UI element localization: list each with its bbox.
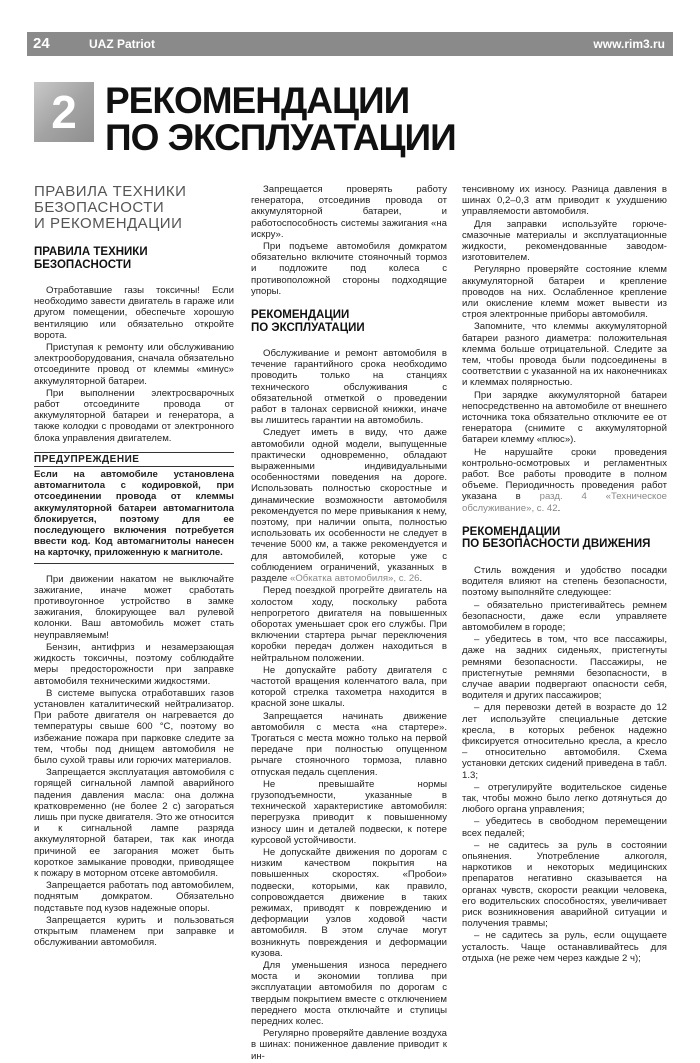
subsection-title (34, 246, 234, 271)
page-header (27, 32, 673, 56)
paragraph: При зарядке аккумуляторной батареи непосредственно на автомобиле от внешнего источника тока обязательно отключите ее от генератора (снимите с аккумуляторной батареи клемму «плюс»). (462, 389, 667, 446)
paragraph: – обязательно пристегивайтесь ремнем безопасности, даже если управляете автомобилем в городе; (462, 599, 667, 633)
paragraph: Запрещается проверять работу генератора, отсоединив провода от аккумуляторной батареи, и работоспособность системы зажигания «на искру». (251, 184, 447, 240)
paragraph: Запрещается работать под автомобилем, поднятым домкратом. Обязательно подставьте под кузов надежные опоры. (34, 880, 234, 914)
subsection-title-line: БЕЗОПАСНОСТИ (34, 258, 132, 271)
paragraph: – для перевозки детей в возрасте до 12 лет используйте специальные детские кресла, в которых ребенок надежно фиксируется относительно кресла, а кресло – относительно автомобиля. Схема установки детских сидений приведена в табл. 1.3; (462, 702, 667, 781)
paragraph: Не допускайте работу двигателя с частотой вращения коленчатого вала, при которой стрелка тахометра находится в красной зоне шкалы. (251, 664, 447, 710)
paragraph-text: Следует иметь в виду, что даже автомобили одной модели, выпущенные практически одновременно, обладают выраженными индивидуальными особенностями поведения на дороге. Использовать полностью скоростные и динамические возможности автомобиля рекомендуется по мере привыкания к нему, поэтому, при наличии опыта, полностью использовать их особенности не следует в течение 5000 км, а также рекомендуется и для автомобилей, которые уже (251, 427, 447, 562)
paragraph-text: Не нарушайте сроки проведения контрольно-осмотровых и регламентных работ. Все работы проводите в полном объеме. Периодичность проведения работ указана в (462, 446, 667, 503)
chapter-number: 2 (51, 86, 77, 138)
paragraph: Запрещается эксплуатация автомобиля с горящей сигнальной лампой аварийного падения давления масла: она должна кратковременно (не более 2 с) загораться лишь при пуске двигателя. Это же относится и к сигнальной лампе разряда аккумуляторной батареи, так как иногда причиной ее загорания может быть короткое замыкание проводки, приводящее к пожару в моторном отсеке автомобиля. (34, 767, 234, 879)
paragraph: При движении накатом не выключайте зажигание, иначе может сработать противоугонное устройство в замке зажигания, блокирующее вал рулевой колонки. Ваш автомобиль может стать неуправляемым! (34, 573, 234, 641)
paragraph: Для уменьшения износа переднего моста и экономии топлива при эксплуатации автомобиля по дорогам с твердым покрытием вместе с отключением переднего моста отключайте и ступицы передних колес. (251, 960, 447, 1028)
paragraph: Регулярно проверяйте давление воздуха в шинах: пониженное давление приводит к ин- (251, 1028, 447, 1062)
column-1 (34, 184, 234, 949)
chapter-title-line-2: ПО ЭКСПЛУАТАЦИИ (105, 117, 456, 158)
paragraph: Перед поездкой прогрейте двигатель на холостом ходу, поскольку работа непрогретого двигателя на повышенных оборотах уменьшает срок его службы. При включении стартера рычаг переключения коробки передач должен находиться в нейтральном положении. (251, 585, 447, 664)
paragraph: Не превышайте нормы грузоподъемности, указанные в технической характеристике автомобиля: перегрузка приводит к повышенному износу шин и деталей подвески, к потере курсовой устойчивости. (251, 778, 447, 846)
paragraph: Запомните, что клеммы аккумуляторной батареи разного диаметра: положительная клемма больше отрицательной. Следите за тем, чтобы провода были подсоединены в соответствии с указанной на их наконечниках и клеммах полярностью. (462, 321, 667, 389)
paragraph: – убедитесь в свободном перемещении всех педалей; (462, 816, 667, 839)
paragraph: Не нарушайте сроки проведения контрольно-осмотровых и регламентных работ. Все работы проводите в полном объеме. Периодичность проведения работ указана в разд. 4 «Техническое обслуживание», с. 42. (462, 446, 667, 514)
paragraph: Стиль вождения и удобство посадки водителя влияют на степень безопасности, поэтому выполняйте следующее: (462, 564, 667, 599)
paragraph: При подъеме автомобиля домкратом обязательно включите стояночный тормоз и подложите под колеса с противоположной стороны подходящие упоры. (251, 241, 447, 297)
paragraph: – убедитесь в том, что все пассажиры, даже на задних сиденьях, пристегнуты ремнями безопасности. Пассажиры, не пристегнутые ремнями безопасности, в случае аварии подвергают опасности себя, водителя и других пассажиров; (462, 634, 667, 702)
warning-title: ПРЕДУПРЕЖДЕНИЕ (34, 452, 234, 467)
section-title-line: И РЕКОМЕНДАЦИИ (34, 215, 183, 232)
section-title (34, 184, 234, 232)
paragraph: Бензин, антифриз и незамерзающая жидкость токсичны, поэтому соблюдайте меры предосторожности при заправке автомобиля техническими жидкостями. (34, 641, 234, 687)
paragraph: Для заправки используйте горюче-смазочные материалы и эксплуатационные жидкости, рекомендованные заводом-изготовителем. (462, 218, 667, 264)
cross-reference-link[interactable]: «Обкатка автомобиля», с. 26 (289, 573, 420, 585)
chapter-title (105, 82, 665, 156)
chapter-number-box (34, 82, 94, 142)
paragraph: Запрещается начинать движение автомобиля с места «на стартере». Трогаться с места можно только на первой передаче при полностью опущенном рычаге стояночного тормоза, плавно отпуская педаль сцепления. (251, 710, 447, 778)
book-title: UAZ Patriot (89, 37, 155, 51)
subsection-title-line: РЕКОМЕНДАЦИИ (462, 525, 561, 538)
paragraph: Запрещается курить и пользоваться открытым пламенем при заправке и обслуживании автомобиля. (34, 914, 234, 949)
paragraph-text: с соблюдением ограничений, указанных в разделе (251, 550, 448, 585)
page-number: 24 (33, 35, 50, 52)
column-3 (462, 184, 667, 965)
paragraph: При выполнении электросварочных работ отсоедините провода от аккумуляторной батареи и генератора, а также колодки с проводами от электронного блока управления двигателем. (34, 387, 234, 444)
paragraph: Приступая к ремонту или обслуживанию электрооборудования, сначала обязательно отсоедините провод от клеммы «минус» аккумуляторной батареи. (34, 342, 234, 387)
subsection-title-line: ПРАВИЛА ТЕХНИКИ (34, 246, 148, 258)
column-2 (251, 184, 447, 1063)
warning-text: Если на автомобиле установлена автомагнитола с кодировкой, при отсоединении провода от клеммы аккумуляторной батареи автомагнитола блокируется, поэтому для ее последующего включения потребуется ввести код. Код автомагнитолы нанесен на карточку, приложенную к магнитоле. (34, 469, 234, 564)
cross-reference-link[interactable]: разд. 4 «Техническое обслуживание», с. 42 (462, 491, 667, 514)
paragraph: В системе выпуска отработавших газов установлен каталитический нейтрализатор. При работе двигателя он нагревается до температуры свыше 600 °С, поэтому во избежание пожара при парковке следите за тем, чтобы под днищем автомобиля не было сухой травы или горючих материалов. (34, 687, 234, 766)
section-title-line: ПРАВИЛА ТЕХНИКИ (34, 183, 187, 200)
subsection-title-line: РЕКОМЕНДАЦИИ (251, 309, 350, 322)
subsection-title-line: ПО БЕЗОПАСНОСТИ ДВИЖЕНИЯ (462, 538, 651, 551)
subsection-title (462, 526, 667, 551)
subsection-title (251, 309, 447, 334)
paragraph: Обслуживание и ремонт автомобиля в течение гарантийного срока необходимо проводить только на станциях технического обслуживания с обязательной отметкой о проведении работ в талонах сервисной книжки, иначе вы лишитесь гарантии на автомобиль. (251, 348, 447, 427)
paragraph: – не садитесь за руль, если ощущаете усталость. Чаще останавливайтесь для отдыха (не реже чем через каждые 2 ч); (462, 930, 667, 964)
site-url[interactable]: www.rim3.ru (593, 37, 665, 51)
paragraph: Не допускайте движения по дорогам с низким качеством покрытия на повышенных скоростях. «Пробои» подвески, которыми, как правило, сопровождается движение в таких режимах, приводят к повреждению и деформации узлов ходовой части автомобиля. В этом случае могут возникнуть повреждения и деформации кузова. (251, 846, 447, 959)
paragraph: – отрегулируйте водительское сиденье так, чтобы можно было легко дотянуться до любого органа управления; (462, 781, 667, 816)
paragraph: – не садитесь за руль в состоянии опьянения. Употребление алкоголя, наркотиков и некоторых медицинских препаратов негативно сказывается на органах чувств, скорости реакции человека, его водительских способностях, увеличивает риск возникновения аварийной ситуации и получения травмы; (462, 839, 667, 930)
paragraph: тенсивному их износу. Разница давления в шинах 0,2–0,3 атм приводит к ухудшению управляемости автомобиля. (462, 184, 667, 218)
paragraph: Регулярно проверяйте состояние клемм аккумуляторной батареи и крепление проводов на них. Ослабленное крепление или окисление клемм может вывести из строя электронные приборы автомобиля. (462, 264, 667, 321)
section-title-line: БЕЗОПАСНОСТИ (34, 199, 165, 216)
paragraph: Отработавшие газы токсичны! Если необходимо завести двигатель в гараже или другом помещении, обеспечьте хорошую вентиляцию или обязательно откройте ворота. (34, 285, 234, 341)
subsection-title-line: ПО ЭКСПЛУАТАЦИИ (251, 321, 365, 334)
chapter-title-line-1: РЕКОМЕНДАЦИИ (105, 80, 410, 121)
paragraph: Следует иметь в виду, что даже автомобили одной модели, выпущенные практически одновременно, обладают выраженными индивидуальными особенностями поведения на дороге. Использовать полностью скоростные и динамические возможности автомобиля рекомендуется по мере привыкания к нему, поэтому, при наличии опыта, полностью использовать их особенности не следует в течение 5000 км, а также рекомендуется и для автомобилей, которые уже с соблюдением ограничений, указанных в разделе «Обкатка автомобиля», с. 26. (251, 427, 448, 585)
